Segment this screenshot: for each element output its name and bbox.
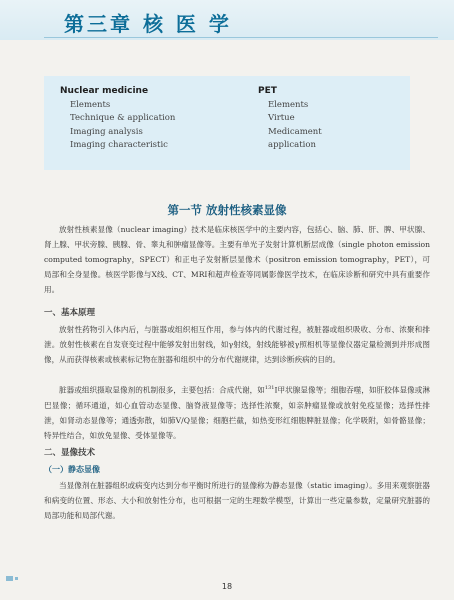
isotope-superscript: 131 [264,385,275,391]
concept-item: Virtue [268,113,295,123]
principle-paragraph-1: 放射性药物引入体内后，与脏器或组织相互作用，参与体内的代谢过程，被脏器或组织吸收、分布、浓聚和排泄。放射性核素在自发衰变过程中能够发射出射线，如γ射线，射线能够被γ照相机等显像仪器定量检测到并形成图像，从而获得核素或核素标记物在脏器和组织中的分布代谢规律，达到诊断疾病的目的。 [44,325,430,364]
intro-paragraph: 放射性核素显像（nuclear imaging）技术是临床核医学中的主要内容，包括心、脑、肺、肝、脾、甲状腺、肾上腺、甲状旁腺、胰腺、骨、睾丸和肿瘤显像等。主要有单光子发射计算机断层成像（single photon emission computed tomography，SPECT）和正电子发射断层显像术（positron emission tomography，PET），可局部和全身显像。核医学影像与X线、CT、MRI和超声检查等同属影像医学技术，在临床诊断和研究中具有重要作用。 [44,225,430,294]
header-rule [44,37,438,38]
page-number: 18 [221,582,233,591]
concept-item: Elements [268,99,309,110]
concept-column-right [258,85,322,153]
concept-item: Technique & application [70,113,176,123]
principle-paragraph-2 [44,381,430,443]
paragraph-text: I甲状腺显像等；细胞吞噬，如肝胶体显像或淋巴显像；循环通道，如心血管动态显像、脑脊液显像等；选择性浓聚，如亲肿瘤显像或放射免疫显像；选择性排泄，如肾动态显像等；通透弥散，如肺V/Q显像；细胞拦截，如热变形红细胞脾脏显像；化学吸附，如骨骼显像；特异性结合，如放免显像、受体显像等。 [44,385,430,440]
concept-item: Imaging analysis [70,126,143,137]
heading-principle: 一、基本原理 [44,308,96,318]
concept-column-left [60,85,175,153]
heading-technique: 二、显像技术 [44,448,96,458]
concept-heading: Nuclear medicine [60,86,149,96]
chapter-title: 第三章 核 医 学 [64,12,232,36]
concept-item: application [268,140,316,150]
concept-item: Imaging characteristic [70,140,168,150]
corner-marker [6,576,13,581]
heading-static: （一）静态显像 [44,465,100,474]
paragraph-text: 脏器或组织摄取显像剂的机制很多，主要包括：合成代谢，如 [59,385,265,395]
concept-item: Medicament [268,126,322,137]
concept-heading: PET [258,86,277,96]
static-paragraph: 当显像剂在脏器组织或病变内达到分布平衡时所进行的显像称为静态显像（static imaging）。多用来观察脏器和病变的位置、形态、大小和放射性分布，也可根据一定的生理数学模型，计算出一些定量参数，定量研究脏器的局部功能和局部代谢。 [44,481,430,520]
concept-box [44,76,410,170]
corner-marker [15,577,18,580]
concept-item: Elements [70,99,111,110]
section-title: 第一节 放射性核素显像 [167,203,287,217]
